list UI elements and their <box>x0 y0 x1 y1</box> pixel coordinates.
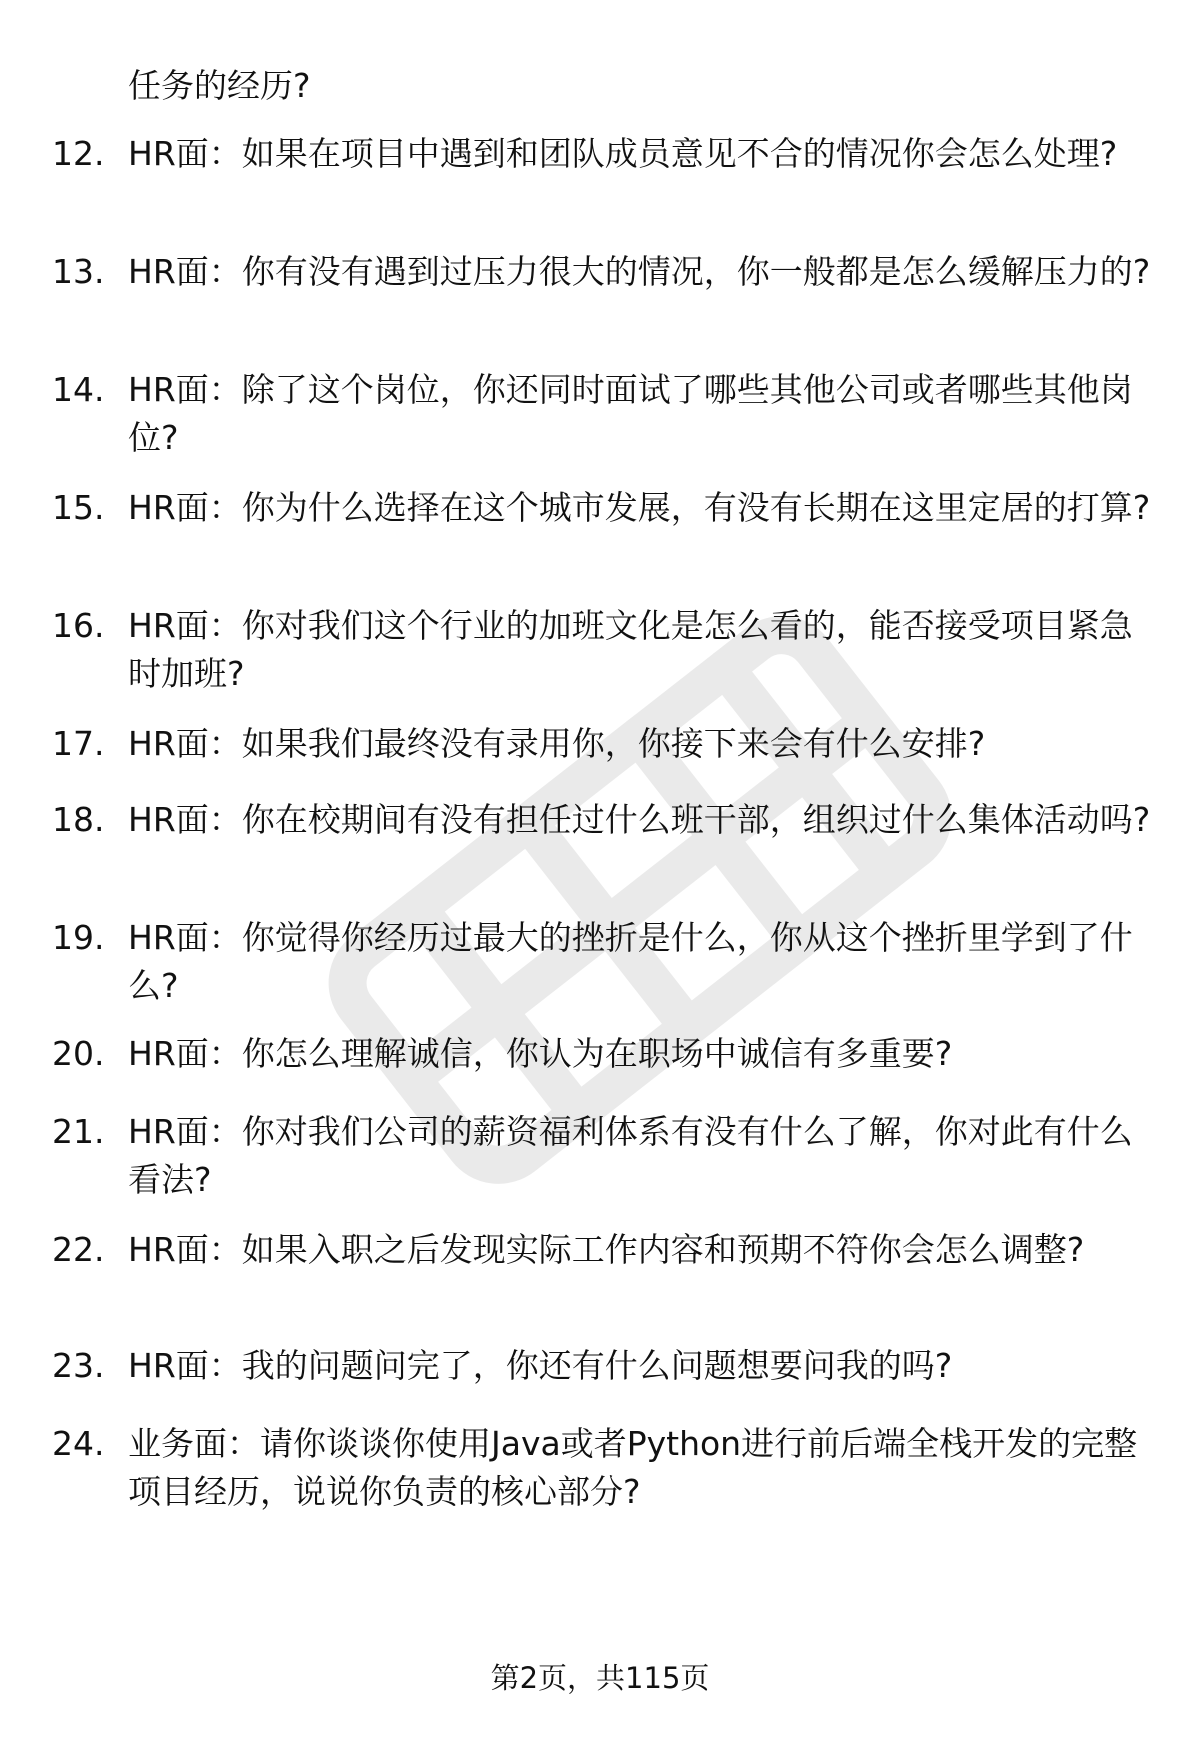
item-text: HR面：你对我们这个行业的加班文化是怎么看的，能否接受项目紧急时加班? <box>128 606 1133 693</box>
item-number: 15. <box>52 488 105 527</box>
item-text: HR面：你觉得你经历过最大的挫折是什么，你从这个挫折里学到了什么? <box>128 918 1133 1005</box>
item-text: HR面：你为什么选择在这个城市发展，有没有长期在这里定居的打算? <box>128 488 1151 527</box>
item-number: 19. <box>52 918 105 957</box>
item-number: 18. <box>52 800 105 839</box>
item-number: 17. <box>52 724 105 763</box>
item-text: HR面：你怎么理解诚信，你认为在职场中诚信有多重要? <box>128 1034 953 1073</box>
item-text: HR面：你在校期间有没有担任过什么班干部，组织过什么集体活动吗? <box>128 800 1151 839</box>
item-text: HR面：你有没有遇到过压力很大的情况，你一般都是怎么缓解压力的? <box>128 252 1151 291</box>
item-number: 14. <box>52 370 105 409</box>
item-number: 23. <box>52 1346 105 1385</box>
continuation-text: 任务的经历? <box>128 66 311 105</box>
item-number: 13. <box>52 252 105 291</box>
item-number: 20. <box>52 1034 105 1073</box>
item-text: HR面：你对我们公司的薪资福利体系有没有什么了解，你对此有什么看法? <box>128 1112 1133 1199</box>
item-text: HR面：我的问题问完了，你还有什么问题想要问我的吗? <box>128 1346 953 1385</box>
item-number: 21. <box>52 1112 105 1151</box>
item-text: HR面：如果入职之后发现实际工作内容和预期不符你会怎么调整? <box>128 1230 1085 1269</box>
page-footer: 第2页，共115页 <box>490 1661 710 1695</box>
item-number: 24. <box>52 1424 105 1463</box>
item-number: 12. <box>52 134 105 173</box>
item-text: HR面：如果在项目中遇到和团队成员意见不合的情况你会怎么处理? <box>128 134 1118 173</box>
item-text: HR面：除了这个岗位，你还同时面试了哪些其他公司或者哪些其他岗位? <box>128 370 1133 457</box>
item-text: HR面：如果我们最终没有录用你，你接下来会有什么安排? <box>128 724 986 763</box>
item-number: 16. <box>52 606 105 645</box>
item-number: 22. <box>52 1230 105 1269</box>
item-text: 业务面：请你谈谈你使用Java或者Python进行前后端全栈开发的完整项目经历，说说你负责的核心部分? <box>128 1424 1138 1511</box>
